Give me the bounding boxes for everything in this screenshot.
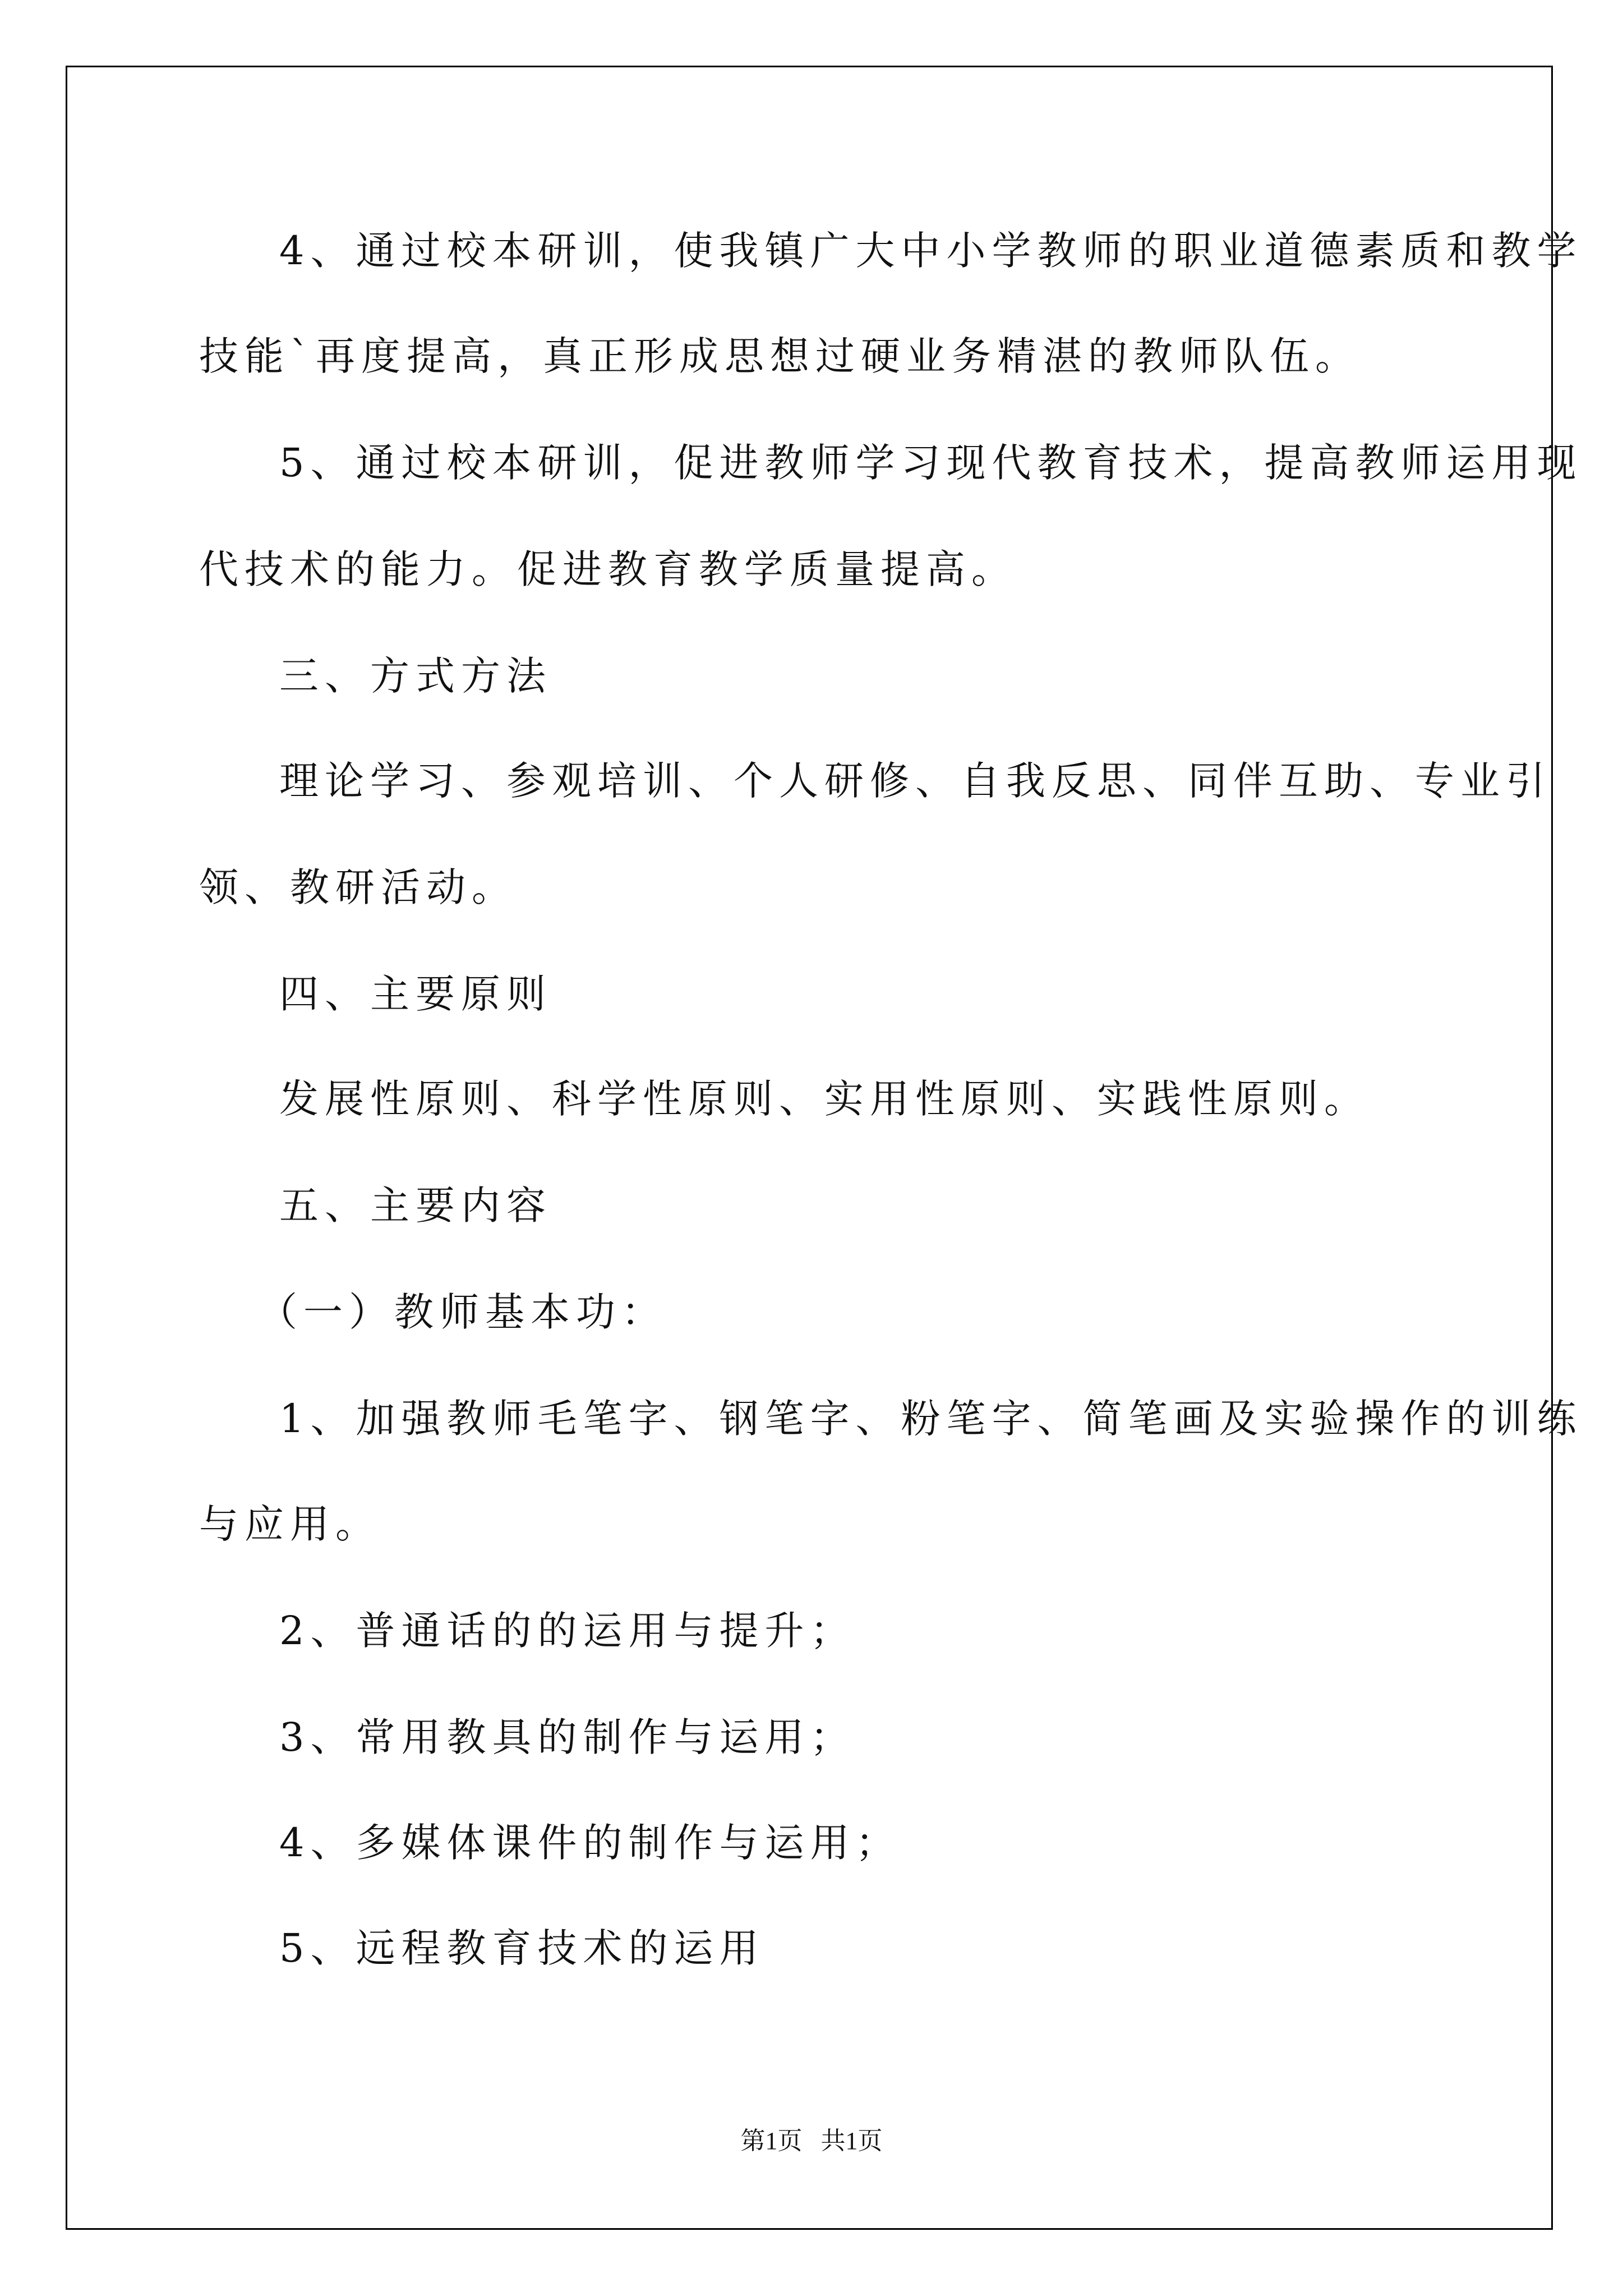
paragraph-line: 5、通过校本研训，促进教师学习现代教育技术，提高教师运用现 — [279, 440, 1583, 486]
list-item: 2、普通话的的运用与提升； — [279, 1608, 856, 1654]
page-footer: 第1页 共1页 — [740, 2127, 883, 2155]
section-heading: 三、方式方法 — [279, 653, 552, 699]
paragraph-line: 理论学习、参观培训、个人研修、自我反思、同伴互助、专业引 — [279, 758, 1551, 804]
paragraph-line: 领、教研活动。 — [199, 864, 517, 910]
sub-heading: （一）教师基本功： — [258, 1289, 667, 1335]
list-item: 5、远程教育技术的运用 — [279, 1925, 765, 1971]
paragraph-line: 与应用。 — [199, 1501, 381, 1547]
list-item: 4、多媒体课件的制作与运用； — [279, 1820, 901, 1866]
section-heading: 四、主要原则 — [279, 971, 552, 1017]
paragraph-line: 技能`再度提高，真正形成思想过硬业务精湛的教师队伍。 — [199, 333, 1361, 379]
paragraph-line: 4、通过校本研训，使我镇广大中小学教师的职业道德素质和教学 — [279, 228, 1583, 274]
paragraph-line: 代技术的能力。促进教育教学质量提高。 — [199, 546, 1017, 592]
list-item: 3、常用教具的制作与运用； — [279, 1714, 856, 1760]
page-border — [66, 66, 1553, 2230]
paragraph-line: 1、加强教师毛笔字、钢笔字、粉笔字、简笔画及实验操作的训练 — [279, 1396, 1583, 1442]
paragraph-line: 发展性原则、科学性原则、实用性原则、实践性原则。 — [279, 1076, 1370, 1122]
section-heading: 五、主要内容 — [279, 1182, 552, 1228]
